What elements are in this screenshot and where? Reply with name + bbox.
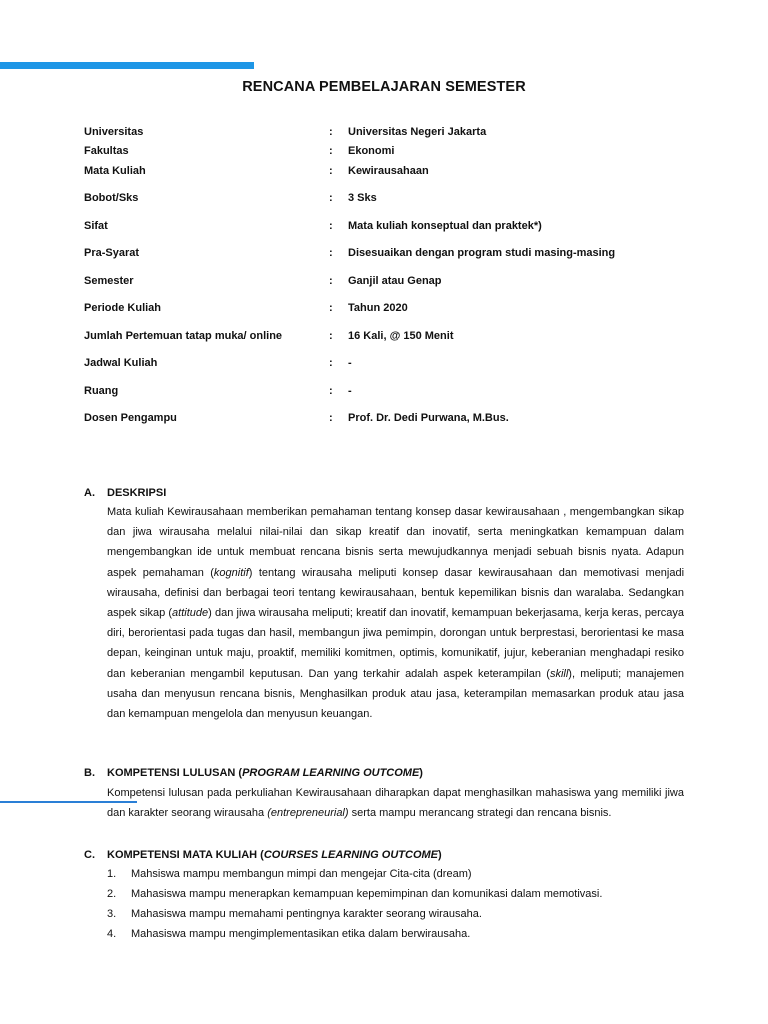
section-title [107, 767, 423, 779]
para-italic: (entrepreneurial) [267, 807, 349, 820]
info-separator: : [329, 357, 333, 369]
info-value: Prof. Dr. Dedi Purwana, M.Bus. [348, 412, 509, 424]
info-row-sifat [0, 220, 768, 238]
info-label: Dosen Pengampu [84, 412, 177, 424]
heading-text: ) [438, 849, 442, 861]
info-separator: : [329, 126, 333, 138]
info-separator: : [329, 275, 333, 287]
section-number: C. [84, 849, 95, 861]
para-text: Kompetensi lulusan pada perkuliahan Kewirausahaan diharapkan dapat menghasilkan mahasiswa yang memiliki jiwa dan karakter seorang wirausaha [107, 787, 684, 820]
info-row-jadwal [0, 357, 768, 375]
para-text: ) dan jiwa wirausaha meliputi; kreatif dan inovatif, kemampuan bekerjasama, kerja keras, percaya diri, berorientasi pada tugas dan hasil, membangun jiwa pemimpin, dorongan untuk berprestasi, berorientasi ke masa depan, keinginan untuk maju, proaktif, memiliki komitmen, optimis, komunikatif, jujur, keberanian menghadapi resiko dan keberanian mengambil keputusan. Dan yang terkahir adalah aspek keterampilan ( [107, 607, 684, 680]
info-label: Pra-Syarat [84, 247, 140, 259]
para-text: ), meliputi; manajemen usaha dan menyusun rencana bisnis, Menghasilkan produk atau jasa, keterampilan memasarkan produk atau jasa dan kemampuan mengelola dan menyusun keuangan. [107, 667, 684, 721]
info-label: Fakultas [84, 145, 129, 157]
info-label: Jadwal Kuliah [84, 357, 158, 369]
info-row-bobot [0, 192, 768, 210]
info-separator: : [329, 247, 333, 259]
info-separator: : [329, 385, 333, 397]
info-label: Mata Kuliah [84, 165, 146, 177]
para-text: Mata kuliah Kewirausahaan memberikan pemahaman tentang konsep dasar kewirausahaan , mengembangkan sikap dan jiwa wirausaha melalui nilai-nilai dan sikap kreatif dan inovatif, serta meningkatkan kemampuan dalam mengembangkan ide untuk membuat rencana bisnis serta mewujudkannya menjadi sebuah bisnis nyata. Adapun aspek pemahaman ( [107, 506, 684, 579]
list-text: Mahasiswa mampu memahami pentingnya karakter seorang wirausaha. [131, 908, 482, 920]
info-label: Semester [84, 275, 134, 287]
info-row-jumlah-pertemuan [0, 330, 768, 348]
section-a-paragraph [107, 502, 684, 724]
para-text: serta mampu merancang strategi dan rencana bisnis. [348, 807, 612, 820]
info-row-fakultas [0, 145, 768, 163]
info-value: Universitas Negeri Jakarta [348, 126, 487, 138]
info-separator: : [329, 165, 333, 177]
info-value: Tahun 2020 [348, 302, 408, 314]
section-title [107, 849, 442, 861]
list-number: 4. [107, 928, 117, 940]
heading-italic: PROGRAM LEARNING OUTCOME [242, 767, 420, 779]
para-italic: skill [549, 667, 569, 680]
info-value: Disesuaikan dengan program studi masing-masing [348, 247, 616, 259]
info-separator: : [329, 302, 333, 314]
document-title: RENCANA PEMBELAJARAN SEMESTER [242, 79, 526, 95]
info-value: Mata kuliah konseptual dan praktek*) [348, 220, 542, 232]
info-separator: : [329, 412, 333, 424]
list-number: 2. [107, 888, 117, 900]
info-value: - [348, 385, 352, 397]
para-text: ) tentang wirausaha meliputi konsep dasar kewirausahaan dan memotivasi menjadi wirausaha, definisi dan berbagai teori tentang kewirausahaan, bentuk kepemilikan bisnis dan waralaba. Sedangkan aspek sikap ( [107, 566, 685, 620]
info-row-universitas [0, 126, 768, 144]
info-label: Periode Kuliah [84, 302, 162, 314]
info-separator: : [329, 330, 333, 342]
info-label: Sifat [84, 220, 108, 232]
info-label: Jumlah Pertemuan tatap muka/ online [84, 330, 283, 342]
info-label: Universitas [84, 126, 144, 138]
info-value: 3 Sks [348, 192, 377, 204]
info-separator: : [329, 145, 333, 157]
para-italic: kognitif [213, 566, 249, 579]
info-label: Bobot/Sks [84, 192, 139, 204]
info-row-periode [0, 302, 768, 320]
list-text: Mahasiswa mampu menerapkan kemampuan kepemimpinan dan komunikasi dalam memotivasi. [131, 888, 603, 900]
info-value: 16 Kali, @ 150 Menit [348, 330, 454, 342]
heading-text: KOMPETENSI MATA KULIAH ( [107, 849, 264, 861]
info-value: Ganjil atau Genap [348, 275, 442, 287]
list-text: Mahasiswa mampu mengimplementasikan etika dalam berwirausaha. [131, 928, 471, 940]
list-text: Mahsiswa mampu membangun mimpi dan mengejar Cita-cita (dream) [131, 868, 472, 880]
info-row-pra-syarat [0, 247, 768, 265]
info-value: Ekonomi [348, 145, 395, 157]
section-number: B. [84, 767, 95, 779]
para-italic: attitude [172, 607, 209, 620]
section-number: A. [84, 487, 95, 499]
heading-italic: COURSES LEARNING OUTCOME [263, 849, 439, 861]
info-value: Kewirausahaan [348, 165, 429, 177]
section-title: DESKRIPSI [107, 487, 167, 499]
section-b-paragraph [107, 783, 684, 823]
info-row-mata-kuliah [0, 165, 768, 183]
info-row-ruang [0, 385, 768, 403]
heading-text: KOMPETENSI LULUSAN ( [107, 767, 243, 779]
info-row-dosen [0, 412, 768, 430]
list-number: 3. [107, 908, 117, 920]
info-row-semester [0, 275, 768, 293]
info-separator: : [329, 220, 333, 232]
info-value: - [348, 357, 352, 369]
info-label: Ruang [84, 385, 119, 397]
list-number: 1. [107, 868, 117, 880]
heading-text: ) [419, 767, 423, 779]
header-accent-bar [0, 62, 254, 69]
info-separator: : [329, 192, 333, 204]
